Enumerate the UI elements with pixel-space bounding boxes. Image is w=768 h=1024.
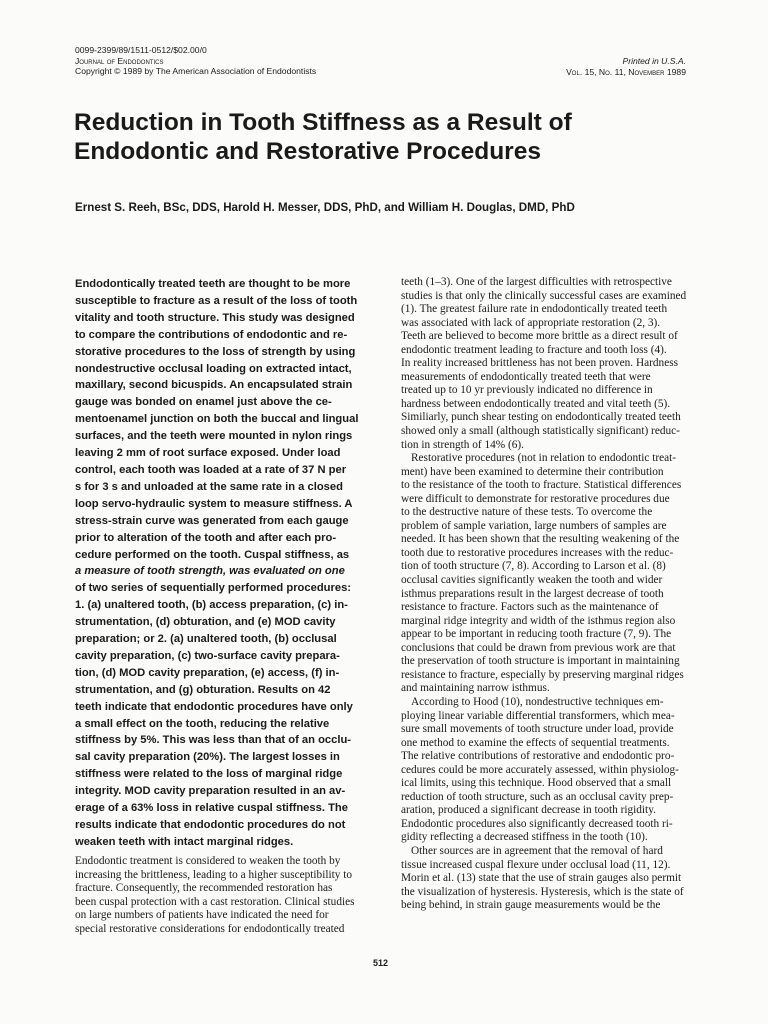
copyright-line: Copyright © 1989 by The American Association of Endodontists [75, 66, 317, 77]
text-line: Endodontic treatment is considered to weaken the tooth by [75, 855, 341, 867]
text-line: According to Hood (10), nondestructive techniques em- [411, 695, 664, 708]
title-line: Reduction in Tooth Stiffness as a Result of [74, 109, 572, 136]
text-line: tissue increased cuspal flexure under occlusal load (11, 12). [401, 858, 671, 871]
text-line: needed. It has been shown that the resulting weakening of the [401, 533, 680, 546]
text-line: ploying linear variable differential transformers, which mea- [401, 709, 675, 722]
text-line: Restorative procedures (not in relation to endodontic treat- [411, 452, 677, 465]
volume-info: Vol. 15, No. 11, November 1989 [566, 66, 686, 77]
text-line: cedure performed on the tooth. Cuspal stiffness, as [75, 548, 350, 561]
text-line: and maintaining narrow isthmus. [401, 682, 550, 695]
text-line: surfaces, and the teeth were mounted in nylon rings [75, 430, 353, 443]
text-line: The relative contributions of restorative and endodontic pro- [401, 750, 675, 763]
text-line: sure small movements of tooth structure under load, provide [401, 723, 674, 736]
text-line: (1). The greatest failure rate in endodontically treated teeth [401, 303, 668, 316]
text-line: gidity reflecting a decreased stiffness in the tooth (10). [401, 831, 648, 844]
text-line: been cuspal protection with a cast restoration. Clinical studies [75, 895, 355, 908]
text-line: hardness between endodontically treated and vital teeth (5). [401, 397, 671, 410]
text-line: to the resistance of the tooth to fracture. Statistical differences [401, 479, 682, 492]
text-line: 1. (a) unaltered tooth, (b) access preparation, (c) in- [75, 599, 348, 612]
text-line: reduction of tooth structure, such as an occlusal cavity prep- [401, 790, 674, 803]
text-line: conclusions that could be drawn from previous work are that [401, 641, 676, 654]
text-line: teeth indicate that endodontic procedures have only [75, 700, 353, 713]
text-line: the preservation of tooth structure is important in maintaining [401, 655, 680, 668]
text-line: tooth due to restorative procedures increases with the reduc- [401, 546, 674, 559]
text-line: control, each tooth was loaded at a rate of 37 N per [75, 463, 347, 476]
text-line: integrity. MOD cavity preparation resulted in an av- [75, 785, 346, 798]
text-line: ical limits, using this technique. Hood observed that a small [401, 777, 672, 790]
text-line: erage of a 63% loss in relative cuspal stiffness. The [75, 802, 348, 815]
text-line: loop servo-hydraulic system to measure stiffness. A [75, 497, 353, 510]
text-line: a small effect on the tooth, reducing the relative [75, 717, 330, 730]
text-line: marginal ridge integrity and width of the isthmus region also [401, 614, 676, 627]
text-line: susceptible to fracture as a result of the loss of tooth [75, 294, 358, 307]
text-line: occlusal cavities significantly weaken the tooth and wider [401, 574, 663, 587]
text-line: stiffness were related to the loss of marginal ridge [75, 768, 343, 781]
printed-in: Printed in U.S.A. [622, 56, 686, 66]
text-line: were difficult to demonstrate for restorative procedures due [401, 492, 670, 505]
text-line: cavity preparation, (c) two-surface cavity prepara- [75, 649, 340, 662]
text-line: to the destructive nature of these tests. To overcome the [401, 506, 653, 519]
text-line: stress-strain curve was generated from each gauge [75, 514, 349, 527]
text-line: s for 3 s and unloaded at the same rate in a closed [75, 480, 343, 493]
page-number: 512 [373, 958, 389, 968]
article-title [74, 108, 634, 166]
journal-header [75, 45, 316, 77]
text-line: preparation; or 2. (a) unaltered tooth, (b) occlusal [75, 633, 337, 646]
body-column-right [401, 276, 701, 913]
text-line: stiffness by 5%. This was less than that of an occlu- [75, 734, 352, 747]
text-line: mentoenamel junction on both the buccal and lingual [75, 413, 359, 426]
text-line: strumentation, (d) obturation, and (e) MOD cavity [75, 616, 336, 629]
text-line: cedures could be more accurately assessed, within physiolog- [401, 763, 679, 776]
text-line: treated up to 10 yr previously indicated no difference in [401, 384, 653, 397]
text-line: of two series of sequentially performed procedures: [75, 582, 352, 595]
text-line: studies is that only the clinically successful cases are examined [401, 289, 687, 302]
text-line: sal cavity preparation (20%). The largest losses in [75, 751, 340, 764]
text-line: strumentation, and (g) obturation. Results on 42 [75, 683, 331, 696]
text-line: was associated with lack of appropriate restoration (2, 3). [401, 316, 661, 329]
text-line: Teeth are believed to become more brittle as a direct result of [401, 330, 678, 343]
title-line: Endodontic and Restorative Procedures [74, 138, 541, 165]
text-line: aration, produced a significant decrease in tooth rigidity. [401, 804, 656, 817]
text-line: the visualization of hysteresis. Hysteresis, which is the state of [401, 885, 684, 898]
text-line: problem of sample variation, large numbers of samples are [401, 519, 667, 532]
text-line: endodontic treatment leading to fracture and tooth loss (4). [401, 343, 667, 356]
text-line: Other sources are in agreement that the removal of hard [411, 844, 663, 857]
text-line: results indicate that endodontic procedures do not [75, 819, 346, 831]
text-line: appear to be important in reducing tooth fracture (7, 9). The [401, 628, 672, 641]
text-line: Endodontic procedures also significantly decreased tooth ri- [401, 817, 673, 830]
text-line: ment) have been examined to determine their contribution [401, 465, 664, 478]
intro-paragraph [75, 855, 375, 936]
text-line: resistance to fracture. Factors such as the maintenance of [401, 601, 659, 614]
text-line: a measure of tooth strength, was evaluated on one [75, 565, 345, 578]
text-line: showed only a small (although statistically significant) reduc- [401, 425, 680, 438]
text-line: gauge was bonded on enamel just above the ce- [75, 396, 332, 409]
text-line: isthmus preparations result in the largest decrease of tooth [401, 587, 664, 600]
text-line: In reality increased brittleness has not been proven. Hardness [401, 357, 678, 370]
text-line: being behind, in strain gauge measurements would be the [401, 899, 661, 912]
text-line: increasing the brittleness, leading to a higher susceptibility to [75, 868, 353, 881]
text-line: tion, (d) MOD cavity preparation, (e) access, (f) in- [75, 666, 340, 679]
text-line: Similiarly, punch shear testing on endodontically treated teeth [401, 411, 681, 424]
text-line: leaving 2 mm of root surface exposed. Under load [75, 447, 341, 460]
text-line: special restorative considerations for endodontically treated [75, 922, 345, 935]
text-line: to compare the contributions of endodontic and re- [75, 328, 348, 341]
text-line: measurements of endodontically treated teeth that were [401, 370, 651, 383]
text-line: Morin et al. (13) state that the use of strain gauges also permit [401, 872, 682, 885]
text-line: nondestructive occlusal loading on extracted intact, [75, 362, 352, 375]
journal-name: Journal of Endodontics [75, 55, 164, 66]
text-line: prior to alteration of the tooth and after each pro- [75, 531, 337, 544]
text-line: fracture. Consequently, the recommended restoration has [75, 882, 333, 895]
author-list: Ernest S. Reeh, BSc, DDS, Harold H. Messer, DDS, PhD, and William H. Douglas, DMD, PhD [75, 201, 575, 214]
text-line: teeth (1–3). One of the largest difficulties with retrospective [401, 276, 672, 288]
text-line: Endodontically treated teeth are thought to be more [75, 278, 351, 290]
text-line: weaken teeth with intact marginal ridges. [75, 835, 294, 848]
text-line: storative procedures to the loss of strength by using [75, 345, 356, 358]
text-line: vitality and tooth structure. This study was designed [75, 311, 355, 324]
text-line: one method to examine the effects of sequential treatments. [401, 736, 670, 749]
issue-header [566, 56, 686, 77]
article-code: 0099-2399/89/1511-0512/$02.00/0 [75, 45, 207, 55]
text-line: resistance to fracture, especially by preserving marginal ridges [401, 668, 684, 681]
text-line: on large numbers of patients have indicated the need for [75, 909, 329, 922]
text-line: tion of tooth structure (7, 8). According to Larson et al. (8) [401, 560, 666, 573]
text-line: tion in strength of 14% (6). [401, 438, 524, 451]
abstract [75, 276, 375, 851]
text-line: maxillary, second bicuspids. An encapsulated strain [75, 379, 353, 392]
